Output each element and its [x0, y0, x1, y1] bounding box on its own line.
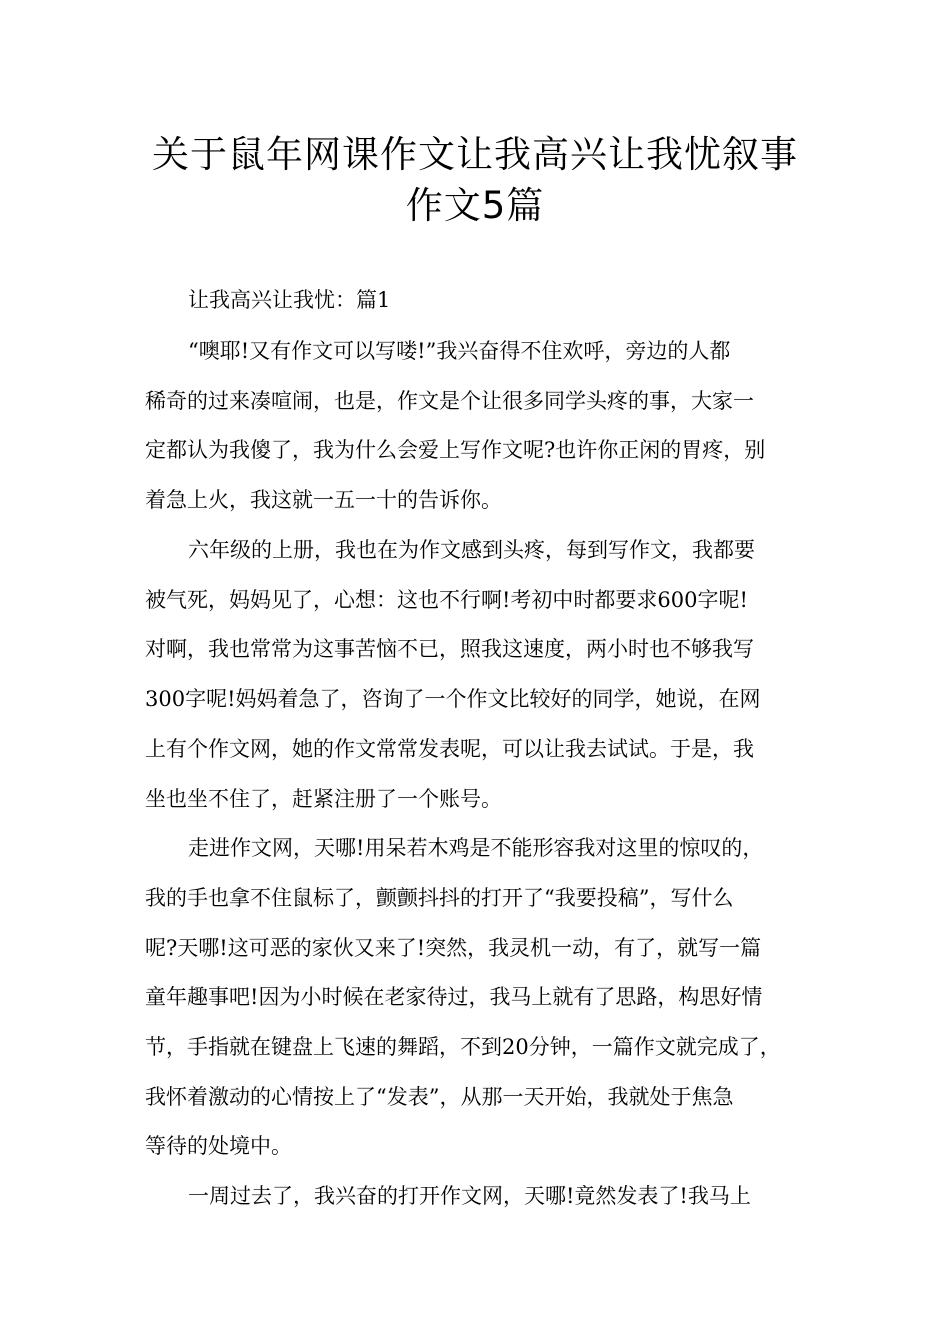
paragraph-line: 六年级的上册，我也在为作文感到头疼，每到写作文，我都要	[188, 538, 755, 562]
paragraph-line: 着急上火，我这就一五一十的告诉你。	[145, 488, 502, 512]
paragraph-line: 对啊，我也常常为这事苦恼不已，照我这速度，两小时也不够我写	[145, 637, 754, 661]
paragraph-line: 坐也坐不住了，赶紧注册了一个账号。	[145, 787, 502, 811]
section-heading: 让我高兴让我忧：篇1	[188, 288, 391, 312]
paragraph-line: 稀奇的过来凑喧闹，也是，作文是个让很多同学头疼的事，大家一	[145, 389, 754, 413]
paragraph-line: 等待的处境中。	[145, 1134, 292, 1158]
paragraph-line: “噢耶!又有作文可以写喽!”我兴奋得不住欢呼，旁边的人都	[188, 339, 731, 363]
document-title-line-2: 作文5篇	[405, 184, 545, 227]
paragraph-line: 被气死，妈妈见了，心想：这也不行啊!考初中时都要求600字呢!	[145, 588, 748, 612]
paragraph-line: 走进作文网，天哪!用呆若木鸡是不能形容我对这里的惊叹的，	[188, 836, 764, 860]
paragraph-line: 童年趣事吧!因为小时候在老家待过，我马上就有了思路，构思好情	[145, 985, 763, 1009]
paragraph-line: 节，手指就在键盘上飞速的舞蹈，不到20分钟，一篇作文就完成了，	[145, 1035, 781, 1059]
document-title-line-1: 关于鼠年网课作文让我高兴让我忧叙事	[152, 133, 798, 176]
paragraph-line: 我的手也拿不住鼠标了，颤颤抖抖的打开了“我要投稿”，写什么	[145, 886, 734, 910]
paragraph-line: 一周过去了，我兴奋的打开作文网，天哪!竟然发表了!我马上	[188, 1184, 751, 1208]
paragraph-line: 上有个作文网，她的作文常常发表呢，可以让我去试试。于是，我	[145, 737, 754, 761]
paragraph-line: 我怀着激动的心情按上了“发表”，从那一天开始，我就处于焦急	[145, 1085, 734, 1109]
paragraph-line: 定都认为我傻了，我为什么会爱上写作文呢?也许你正闲的胃疼，别	[145, 438, 766, 462]
paragraph-line: 呢?天哪!这可恶的家伙又来了!突然，我灵机一动，有了，就写一篇	[145, 936, 762, 960]
paragraph-line: 300字呢!妈妈着急了，咨询了一个作文比较好的同学，她说，在网	[145, 687, 761, 711]
